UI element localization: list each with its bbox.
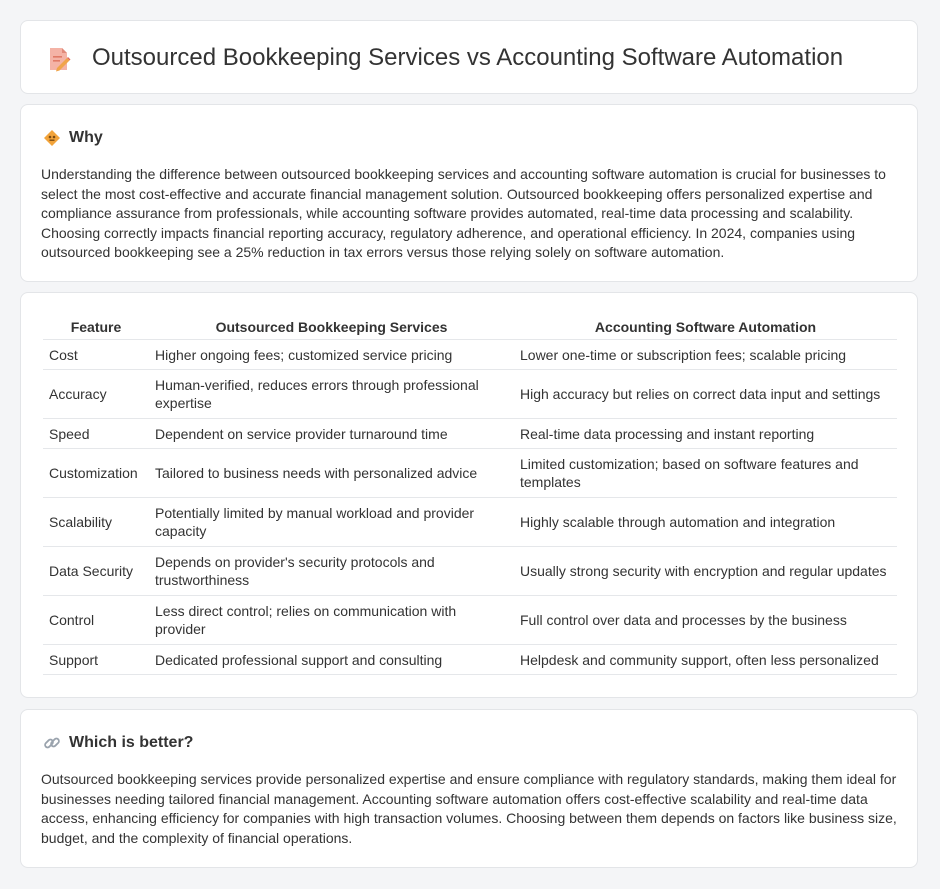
diamond-sign-icon xyxy=(43,129,61,147)
software-cell: Lower one-time or subscription fees; scalable pricing xyxy=(514,340,897,370)
why-text: Understanding the difference between outsourced bookkeeping services and accounting software automation is crucial for businesses to select the most cost-effective and accurate financial management solution. Outsourced bookkeeping offers personalized expertise and compliance assurance from professionals, while accounting software provides automated, real-time data processing and scalability. Choosing correctly impacts financial reporting accuracy, regulatory adherence, and operational efficiency. In 2024, companies using outsourced bookkeeping see a 25% reduction in tax errors versus those relying solely on software automation. xyxy=(41,166,886,261)
table-row xyxy=(43,419,897,449)
link-icon xyxy=(43,734,61,752)
comparison-table-card xyxy=(20,292,918,698)
table-row xyxy=(43,645,897,675)
table-header-row xyxy=(43,315,897,340)
software-cell: Helpdesk and community support, often less personalized xyxy=(514,645,897,675)
feature-cell: Data Security xyxy=(43,547,149,596)
comparison-table xyxy=(43,315,897,675)
outsourced-cell: Tailored to business needs with personalized advice xyxy=(149,449,514,498)
better-heading: Which is better? xyxy=(69,734,194,751)
better-heading-row xyxy=(43,732,193,754)
title-card xyxy=(20,20,918,94)
outsourced-cell: Dedicated professional support and consulting xyxy=(149,645,514,675)
column-header-software: Accounting Software Automation xyxy=(514,315,897,340)
why-section xyxy=(20,104,918,282)
column-header-outsourced: Outsourced Bookkeeping Services xyxy=(149,315,514,340)
column-header-feature: Feature xyxy=(43,315,149,340)
feature-cell: Scalability xyxy=(43,498,149,547)
table-row xyxy=(43,596,897,645)
feature-cell: Cost xyxy=(43,340,149,370)
software-cell: High accuracy but relies on correct data input and settings xyxy=(514,370,897,419)
software-cell: Usually strong security with encryption and regular updates xyxy=(514,547,897,596)
feature-cell: Support xyxy=(43,645,149,675)
better-text: Outsourced bookkeeping services provide personalized expertise and ensure compliance with regulatory standards, making them ideal for businesses needing tailored financial management. Accounting software automation offers cost-effective scalability and real-time data access, enhancing efficiency for companies with high transaction volumes. Choosing between them depends on factors like business size, budget, and the complexity of financial operations. xyxy=(41,771,897,846)
outsourced-cell: Human-verified, reduces errors through professional expertise xyxy=(149,370,514,419)
page-title: Outsourced Bookkeeping Services vs Accounting Software Automation xyxy=(92,44,844,71)
why-heading: Why xyxy=(69,129,103,146)
table-row xyxy=(43,340,897,370)
feature-cell: Customization xyxy=(43,449,149,498)
software-cell: Limited customization; based on software features and templates xyxy=(514,449,897,498)
outsourced-cell: Depends on provider's security protocols and trustworthiness xyxy=(149,547,514,596)
outsourced-cell: Less direct control; relies on communication with provider xyxy=(149,596,514,645)
outsourced-cell: Dependent on service provider turnaround time xyxy=(149,419,514,449)
feature-cell: Accuracy xyxy=(43,370,149,419)
why-heading-row xyxy=(43,127,103,149)
feature-cell: Control xyxy=(43,596,149,645)
software-cell: Full control over data and processes by the business xyxy=(514,596,897,645)
document-pencil-icon xyxy=(47,46,71,72)
outsourced-cell: Potentially limited by manual workload and provider capacity xyxy=(149,498,514,547)
which-is-better-section xyxy=(20,709,918,868)
feature-cell: Speed xyxy=(43,419,149,449)
table-row xyxy=(43,370,897,419)
software-cell: Highly scalable through automation and integration xyxy=(514,498,897,547)
table-row xyxy=(43,498,897,547)
table-row xyxy=(43,449,897,498)
outsourced-cell: Higher ongoing fees; customized service pricing xyxy=(149,340,514,370)
software-cell: Real-time data processing and instant reporting xyxy=(514,419,897,449)
table-row xyxy=(43,547,897,596)
